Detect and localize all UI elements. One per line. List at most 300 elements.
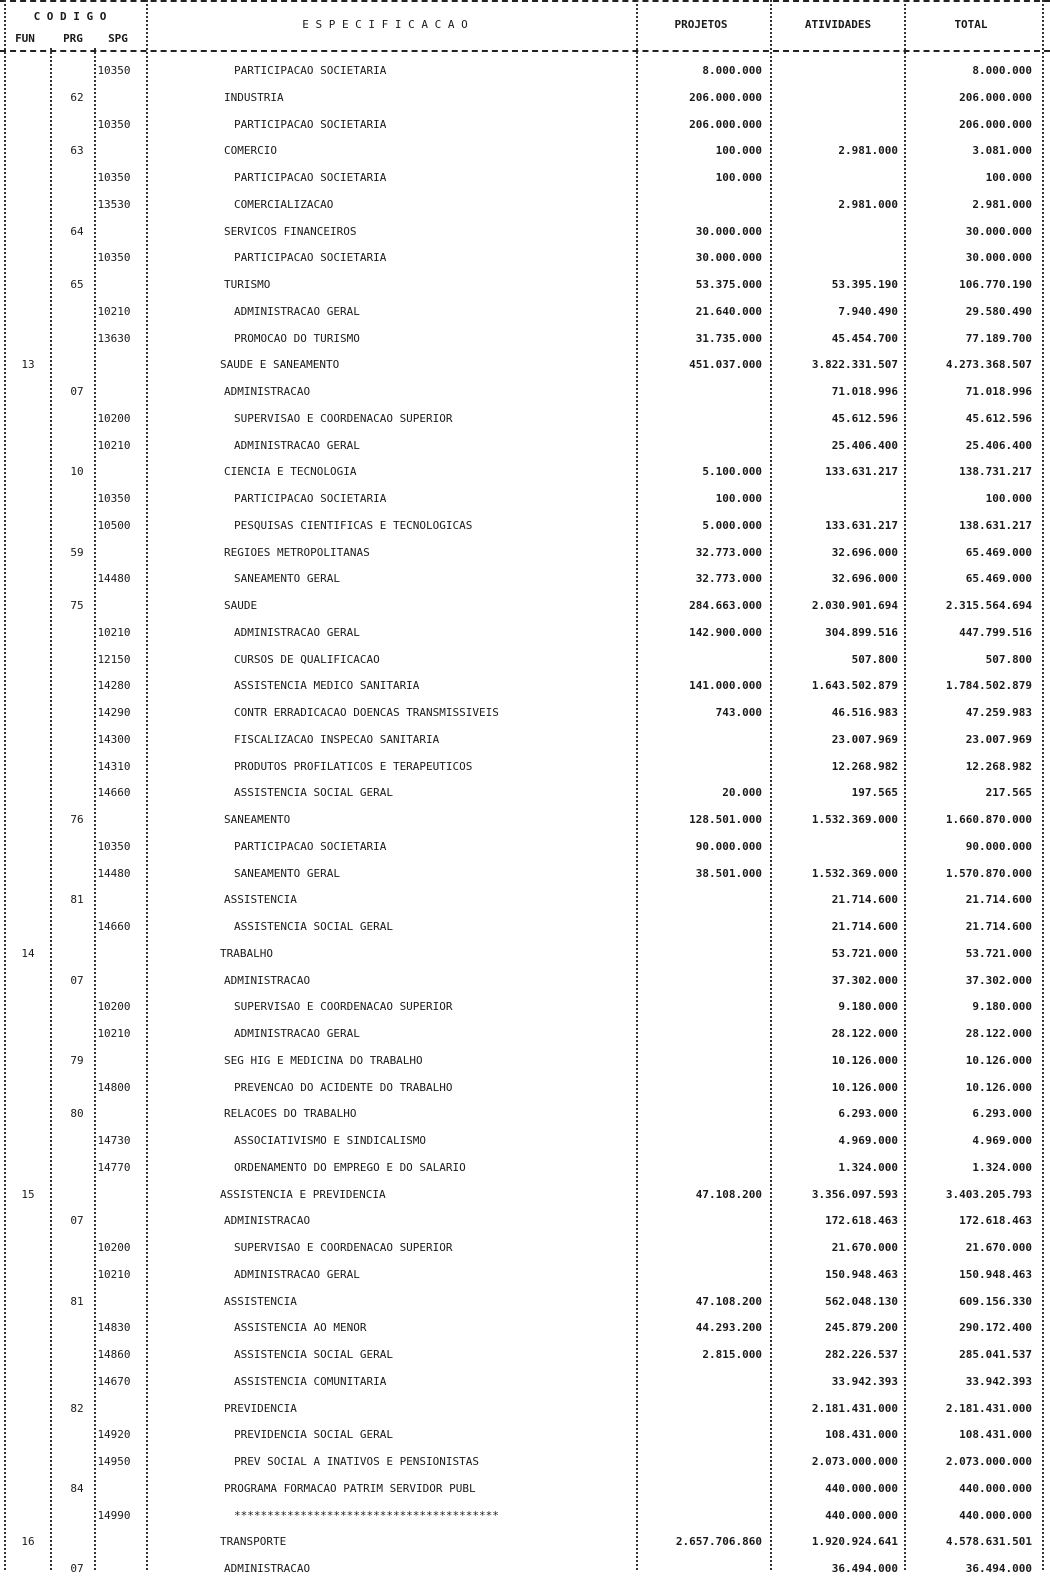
cell-sps: 10200 bbox=[97, 411, 131, 425]
cell-sps: 14310 bbox=[97, 759, 131, 773]
cell-total: 47.259.983 bbox=[965, 706, 1032, 719]
cell-total: 3.403.205.793 bbox=[945, 1187, 1032, 1201]
table-row bbox=[0, 459, 1050, 485]
cell-sps: 10350 bbox=[97, 839, 131, 853]
table-row bbox=[0, 834, 1050, 860]
cell-total: 8.000.000 bbox=[972, 64, 1032, 77]
table-row bbox=[0, 138, 1050, 164]
cell-total: 77.189.700 bbox=[965, 331, 1032, 345]
cell-especificacao: PARTICIPACAO SOCIETARIA bbox=[234, 251, 387, 265]
cell-prg: 07 bbox=[70, 973, 84, 987]
table-row bbox=[0, 1235, 1050, 1261]
table-row bbox=[0, 1529, 1050, 1555]
cell-total: 2.981.000 bbox=[972, 197, 1032, 211]
cell-projetos: 32.773.000 bbox=[695, 572, 762, 586]
cell-especificacao: ASSISTENCIA MEDICO SANITARIA bbox=[234, 679, 420, 693]
cell-especificacao: CONTR ERRADICACAO DOENCAS TRANSMISSIVEIS bbox=[234, 706, 499, 719]
cell-especificacao: PARTICIPACAO SOCIETARIA bbox=[234, 839, 387, 853]
cell-especificacao: SANEAMENTO bbox=[224, 813, 291, 826]
cell-prg: 10 bbox=[70, 465, 84, 479]
table-row bbox=[0, 1422, 1050, 1448]
cell-projetos: 100.000 bbox=[715, 492, 762, 505]
cell-atividades: 2.981.000 bbox=[838, 144, 898, 158]
cell-total: 609.156.330 bbox=[959, 1294, 1032, 1308]
cell-prg: 59 bbox=[70, 545, 84, 559]
table-row bbox=[0, 1449, 1050, 1475]
cell-total: 2.181.431.000 bbox=[945, 1401, 1032, 1415]
cell-sps: 14860 bbox=[97, 1348, 131, 1361]
cell-especificacao: COMERCIO bbox=[224, 144, 277, 158]
cell-total: 100.000 bbox=[985, 492, 1032, 505]
table-row bbox=[0, 112, 1050, 138]
table-row bbox=[0, 513, 1050, 539]
cell-atividades: 36.494.000 bbox=[831, 1562, 898, 1575]
cell-sps: 10350 bbox=[97, 492, 131, 505]
cell-especificacao: PESQUISAS CIENTIFICAS E TECNOLOGICAS bbox=[234, 518, 473, 532]
cell-total: 4.273.368.507 bbox=[945, 358, 1032, 372]
cell-total: 45.612.596 bbox=[965, 411, 1032, 425]
cell-atividades: 33.942.393 bbox=[831, 1374, 898, 1388]
table-row bbox=[0, 85, 1050, 111]
cell-especificacao: ADMINISTRACAO bbox=[224, 973, 311, 987]
cell-projetos: 30.000.000 bbox=[695, 224, 762, 238]
cell-especificacao: PREVIDENCIA bbox=[224, 1401, 297, 1415]
cell-sps: 14920 bbox=[97, 1428, 131, 1442]
cell-atividades: 32.696.000 bbox=[831, 572, 898, 586]
cell-projetos: 8.000.000 bbox=[702, 64, 762, 77]
cell-atividades: 2.981.000 bbox=[838, 197, 898, 211]
cell-especificacao: PARTICIPACAO SOCIETARIA bbox=[234, 492, 387, 505]
cell-especificacao: PROMOCAO DO TURISMO bbox=[234, 331, 360, 345]
cell-projetos: 47.108.200 bbox=[695, 1294, 762, 1308]
cell-projetos: 44.293.200 bbox=[695, 1321, 762, 1335]
cell-especificacao: FISCALIZACAO INSPECAO SANITARIA bbox=[234, 732, 440, 746]
cell-atividades: 562.048.130 bbox=[825, 1294, 898, 1308]
cell-projetos: 206.000.000 bbox=[689, 90, 762, 104]
cell-atividades: 1.532.369.000 bbox=[811, 866, 898, 880]
table-row bbox=[0, 219, 1050, 245]
cell-especificacao: ASSISTENCIA bbox=[224, 1294, 297, 1308]
cell-atividades: 46.516.983 bbox=[831, 706, 898, 719]
table-row bbox=[0, 754, 1050, 780]
cell-total: 1.784.502.879 bbox=[945, 679, 1032, 693]
table-row bbox=[0, 807, 1050, 833]
cell-total: 206.000.000 bbox=[959, 117, 1032, 131]
cell-sps: 10350 bbox=[97, 251, 131, 265]
cell-total: 1.570.870.000 bbox=[945, 866, 1032, 880]
cell-atividades: 9.180.000 bbox=[838, 1000, 898, 1014]
table-row bbox=[0, 1342, 1050, 1368]
cell-total: 100.000 bbox=[985, 171, 1032, 184]
table-row bbox=[0, 245, 1050, 271]
cell-atividades: 21.714.600 bbox=[831, 893, 898, 907]
cell-total: 4.578.631.501 bbox=[945, 1535, 1032, 1549]
cell-total: 25.406.400 bbox=[965, 438, 1032, 452]
header-total: TOTAL bbox=[954, 18, 988, 31]
cell-atividades: 1.532.369.000 bbox=[811, 813, 898, 826]
cell-atividades: 440.000.000 bbox=[825, 1508, 898, 1522]
cell-atividades: 1.920.924.641 bbox=[811, 1535, 898, 1549]
cell-sps: 10210 bbox=[97, 304, 131, 318]
cell-atividades: 12.268.982 bbox=[831, 759, 898, 773]
cell-atividades: 507.800 bbox=[851, 652, 898, 666]
cell-especificacao: ADMINISTRACAO GERAL bbox=[234, 1027, 360, 1040]
cell-atividades: 133.631.217 bbox=[825, 518, 898, 532]
cell-projetos: 30.000.000 bbox=[695, 251, 762, 265]
cell-total: 2.073.000.000 bbox=[945, 1455, 1032, 1468]
cell-total: 65.469.000 bbox=[965, 572, 1032, 586]
cell-projetos: 142.900.000 bbox=[689, 625, 762, 639]
cell-especificacao: PREVENCAO DO ACIDENTE DO TRABALHO bbox=[234, 1080, 453, 1094]
cell-sps: 14300 bbox=[97, 732, 131, 746]
cell-total: 507.800 bbox=[985, 652, 1032, 666]
cell-especificacao: ASSISTENCIA SOCIAL GERAL bbox=[234, 1348, 393, 1361]
table-row bbox=[0, 1289, 1050, 1315]
cell-especificacao: TURISMO bbox=[224, 278, 271, 291]
cell-prg: 81 bbox=[70, 1294, 84, 1308]
cell-projetos: 206.000.000 bbox=[689, 117, 762, 131]
table-row bbox=[0, 620, 1050, 646]
table-row bbox=[0, 1128, 1050, 1154]
cell-atividades: 4.969.000 bbox=[838, 1134, 898, 1147]
cell-especificacao: ADMINISTRACAO GERAL bbox=[234, 304, 360, 318]
cell-especificacao: TRANSPORTE bbox=[220, 1535, 287, 1549]
cell-especificacao: COMERCIALIZACAO bbox=[234, 197, 334, 211]
cell-especificacao: ADMINISTRACAO GERAL bbox=[234, 438, 360, 452]
cell-sps: 13630 bbox=[97, 331, 131, 345]
table-row bbox=[0, 486, 1050, 512]
cell-atividades: 245.879.200 bbox=[825, 1321, 898, 1335]
cell-atividades: 197.565 bbox=[851, 786, 898, 800]
cell-projetos: 284.663.000 bbox=[689, 599, 762, 612]
cell-prg: 81 bbox=[70, 893, 84, 907]
cell-especificacao: ADMINISTRACAO bbox=[224, 385, 311, 398]
cell-projetos: 100.000 bbox=[715, 144, 762, 158]
table-row bbox=[0, 673, 1050, 699]
cell-especificacao: SANEAMENTO GERAL bbox=[234, 572, 340, 586]
cell-sps: 10350 bbox=[97, 117, 131, 131]
cell-total: 21.714.600 bbox=[965, 920, 1032, 933]
cell-atividades: 150.948.463 bbox=[825, 1267, 898, 1281]
cell-sps: 10350 bbox=[97, 64, 131, 77]
cell-prg: 80 bbox=[70, 1107, 84, 1121]
cell-projetos: 100.000 bbox=[715, 171, 762, 184]
cell-especificacao: ASSOCIATIVISMO E SINDICALISMO bbox=[234, 1134, 427, 1147]
cell-sps: 10210 bbox=[97, 438, 131, 452]
cell-total: 9.180.000 bbox=[972, 1000, 1032, 1014]
cell-projetos: 451.037.000 bbox=[689, 358, 762, 372]
cell-total: 3.081.000 bbox=[972, 144, 1032, 158]
table-row bbox=[0, 1503, 1050, 1529]
cell-especificacao: **************************************** bbox=[234, 1508, 499, 1522]
cell-atividades: 21.714.600 bbox=[831, 920, 898, 933]
cell-projetos: 32.773.000 bbox=[695, 545, 762, 559]
cell-atividades: 71.018.996 bbox=[831, 385, 898, 398]
cell-especificacao: ASSISTENCIA AO MENOR bbox=[234, 1321, 367, 1335]
header-prg: PRG bbox=[63, 32, 83, 45]
cell-sps: 14950 bbox=[97, 1455, 131, 1468]
cell-atividades: 53.721.000 bbox=[831, 946, 898, 960]
cell-especificacao: ASSISTENCIA SOCIAL GERAL bbox=[234, 786, 393, 800]
cell-total: 217.565 bbox=[985, 786, 1032, 800]
cell-fun: 14 bbox=[21, 946, 35, 960]
cell-especificacao: SAUDE bbox=[224, 599, 258, 612]
cell-sps: 14660 bbox=[97, 920, 131, 933]
cell-total: 440.000.000 bbox=[959, 1481, 1032, 1495]
cell-sps: 10210 bbox=[97, 625, 131, 639]
cell-atividades: 1.324.000 bbox=[838, 1160, 898, 1174]
header-fun: FUN bbox=[15, 32, 35, 45]
cell-especificacao: ASSISTENCIA SOCIAL GERAL bbox=[234, 920, 393, 933]
cell-total: 4.969.000 bbox=[972, 1134, 1032, 1147]
table-row bbox=[0, 1075, 1050, 1101]
cell-atividades: 304.899.516 bbox=[825, 625, 898, 639]
table-row bbox=[0, 941, 1050, 967]
table-row bbox=[0, 1556, 1050, 1582]
cell-total: 2.315.564.694 bbox=[945, 599, 1032, 612]
cell-total: 36.494.000 bbox=[965, 1562, 1032, 1575]
cell-especificacao: ADMINISTRACAO bbox=[224, 1562, 311, 1575]
cell-sps: 14280 bbox=[97, 679, 131, 693]
header-sps: SPG bbox=[108, 32, 128, 45]
table-row bbox=[0, 326, 1050, 352]
cell-atividades: 53.395.190 bbox=[831, 278, 898, 291]
cell-sps: 14480 bbox=[97, 572, 131, 586]
cell-sps: 10200 bbox=[97, 1241, 131, 1254]
table-row bbox=[0, 540, 1050, 566]
cell-especificacao: ADMINISTRACAO GERAL bbox=[234, 1267, 360, 1281]
cell-atividades: 2.181.431.000 bbox=[811, 1401, 898, 1415]
cell-total: 172.618.463 bbox=[959, 1214, 1032, 1228]
table-header bbox=[0, 0, 1050, 52]
cell-sps: 14290 bbox=[97, 706, 131, 719]
cell-fun: 13 bbox=[21, 358, 35, 372]
cell-total: 10.126.000 bbox=[965, 1080, 1032, 1094]
cell-atividades: 3.822.331.507 bbox=[811, 358, 898, 372]
cell-especificacao: SUPERVISAO E COORDENACAO SUPERIOR bbox=[234, 411, 453, 425]
cell-total: 6.293.000 bbox=[972, 1107, 1032, 1121]
table-row bbox=[0, 165, 1050, 191]
cell-projetos: 47.108.200 bbox=[695, 1187, 762, 1201]
cell-especificacao: PRODUTOS PROFILATICOS E TERAPEUTICOS bbox=[234, 759, 473, 773]
cell-sps: 10210 bbox=[97, 1267, 131, 1281]
cell-atividades: 28.122.000 bbox=[831, 1027, 898, 1040]
cell-especificacao: SEG HIG E MEDICINA DO TRABALHO bbox=[224, 1053, 423, 1067]
table-row bbox=[0, 299, 1050, 325]
cell-prg: 65 bbox=[70, 278, 84, 291]
table-row bbox=[0, 1476, 1050, 1502]
cell-especificacao: SERVICOS FINANCEIROS bbox=[224, 224, 357, 238]
cell-total: 29.580.490 bbox=[965, 304, 1032, 318]
cell-atividades: 6.293.000 bbox=[838, 1107, 898, 1121]
table-row bbox=[0, 1155, 1050, 1181]
cell-atividades: 440.000.000 bbox=[825, 1481, 898, 1495]
cell-especificacao: PREVIDENCIA SOCIAL GERAL bbox=[234, 1428, 393, 1442]
cell-projetos: 53.375.000 bbox=[695, 278, 762, 291]
cell-projetos: 2.815.000 bbox=[702, 1348, 762, 1361]
cell-projetos: 2.657.706.860 bbox=[675, 1535, 762, 1549]
cell-prg: 07 bbox=[70, 385, 84, 398]
table-row bbox=[0, 352, 1050, 378]
cell-especificacao: PARTICIPACAO SOCIETARIA bbox=[234, 64, 387, 77]
table-row bbox=[0, 406, 1050, 432]
cell-total: 65.469.000 bbox=[965, 545, 1032, 559]
cell-atividades: 10.126.000 bbox=[831, 1080, 898, 1094]
cell-especificacao: RELACOES DO TRABALHO bbox=[224, 1107, 357, 1121]
cell-total: 21.714.600 bbox=[965, 893, 1032, 907]
cell-especificacao: PARTICIPACAO SOCIETARIA bbox=[234, 171, 387, 184]
cell-total: 21.670.000 bbox=[965, 1241, 1032, 1254]
cell-total: 290.172.400 bbox=[959, 1321, 1032, 1335]
cell-sps: 14660 bbox=[97, 786, 131, 800]
cell-atividades: 32.696.000 bbox=[831, 545, 898, 559]
cell-prg: 84 bbox=[70, 1481, 84, 1495]
cell-especificacao: REGIOES METROPOLITANAS bbox=[224, 545, 370, 559]
cell-total: 447.799.516 bbox=[959, 625, 1032, 639]
cell-prg: 63 bbox=[70, 144, 84, 158]
cell-total: 150.948.463 bbox=[959, 1267, 1032, 1281]
table-row bbox=[0, 1182, 1050, 1208]
cell-especificacao: PREV SOCIAL A INATIVOS E PENSIONISTAS bbox=[234, 1455, 480, 1468]
cell-atividades: 172.618.463 bbox=[825, 1214, 898, 1228]
cell-total: 1.324.000 bbox=[972, 1160, 1032, 1174]
cell-atividades: 108.431.000 bbox=[825, 1428, 898, 1442]
header-projetos: PROJETOS bbox=[674, 18, 728, 31]
cell-projetos: 5.000.000 bbox=[702, 518, 762, 532]
cell-prg: 62 bbox=[70, 90, 84, 104]
table-row bbox=[0, 914, 1050, 940]
cell-sps: 14800 bbox=[97, 1080, 131, 1094]
cell-total: 138.731.217 bbox=[959, 465, 1032, 479]
cell-atividades: 7.940.490 bbox=[838, 304, 898, 318]
cell-atividades: 3.356.097.593 bbox=[811, 1187, 898, 1201]
cell-sps: 14990 bbox=[97, 1508, 131, 1522]
cell-especificacao: SANEAMENTO GERAL bbox=[234, 866, 340, 880]
cell-especificacao: CURSOS DE QUALIFICACAO bbox=[234, 652, 380, 666]
cell-total: 138.631.217 bbox=[959, 518, 1032, 532]
cell-especificacao: SUPERVISAO E COORDENACAO SUPERIOR bbox=[234, 1241, 453, 1254]
cell-total: 10.126.000 bbox=[965, 1053, 1032, 1067]
cell-sps: 10200 bbox=[97, 1000, 131, 1014]
cell-fun: 15 bbox=[21, 1187, 35, 1201]
cell-total: 106.770.190 bbox=[959, 278, 1032, 291]
cell-fun: 16 bbox=[21, 1535, 35, 1549]
table-row bbox=[0, 700, 1050, 726]
cell-total: 206.000.000 bbox=[959, 90, 1032, 104]
cell-total: 71.018.996 bbox=[965, 385, 1032, 398]
table-row bbox=[0, 58, 1050, 84]
cell-especificacao: ADMINISTRACAO bbox=[224, 1214, 311, 1228]
cell-total: 285.041.537 bbox=[959, 1348, 1032, 1361]
cell-atividades: 45.454.700 bbox=[831, 331, 898, 345]
cell-prg: 07 bbox=[70, 1214, 84, 1228]
table-row bbox=[0, 887, 1050, 913]
cell-especificacao: SAUDE E SANEAMENTO bbox=[220, 358, 340, 372]
cell-total: 90.000.000 bbox=[965, 839, 1032, 853]
cell-atividades: 133.631.217 bbox=[825, 465, 898, 479]
cell-especificacao: ADMINISTRACAO GERAL bbox=[234, 625, 360, 639]
cell-atividades: 25.406.400 bbox=[831, 438, 898, 452]
cell-total: 12.268.982 bbox=[965, 759, 1032, 773]
header-atividades: ATIVIDADES bbox=[804, 18, 872, 31]
cell-especificacao: PARTICIPACAO SOCIETARIA bbox=[234, 117, 387, 131]
cell-prg: 82 bbox=[70, 1401, 84, 1415]
table-row bbox=[0, 272, 1050, 298]
cell-especificacao: ASSISTENCIA COMUNITARIA bbox=[234, 1374, 387, 1388]
cell-sps: 14830 bbox=[97, 1321, 131, 1335]
table-row bbox=[0, 1048, 1050, 1074]
cell-total: 28.122.000 bbox=[965, 1027, 1032, 1040]
cell-atividades: 45.612.596 bbox=[831, 411, 898, 425]
table-row bbox=[0, 1396, 1050, 1422]
cell-especificacao: ASSISTENCIA E PREVIDENCIA bbox=[220, 1187, 386, 1201]
cell-especificacao: CIENCIA E TECNOLOGIA bbox=[224, 465, 357, 479]
cell-total: 30.000.000 bbox=[965, 224, 1032, 238]
cell-sps: 14770 bbox=[97, 1160, 131, 1174]
cell-projetos: 743.000 bbox=[715, 706, 762, 719]
cell-sps: 13530 bbox=[97, 197, 131, 211]
cell-projetos: 20.000 bbox=[722, 786, 762, 800]
cell-projetos: 21.640.000 bbox=[695, 304, 762, 318]
cell-total: 1.660.870.000 bbox=[945, 813, 1032, 826]
cell-prg: 76 bbox=[70, 813, 84, 826]
cell-atividades: 282.226.537 bbox=[825, 1348, 898, 1361]
table-row bbox=[0, 994, 1050, 1020]
cell-projetos: 31.735.000 bbox=[695, 331, 762, 345]
cell-atividades: 23.007.969 bbox=[831, 732, 898, 746]
table-row bbox=[0, 1208, 1050, 1234]
cell-especificacao: INDUSTRIA bbox=[224, 90, 284, 104]
table-row bbox=[0, 192, 1050, 218]
cell-total: 33.942.393 bbox=[965, 1374, 1032, 1388]
cell-projetos: 5.100.000 bbox=[702, 465, 762, 479]
cell-total: 108.431.000 bbox=[959, 1428, 1032, 1442]
cell-especificacao: TRABALHO bbox=[220, 946, 273, 960]
cell-projetos: 128.501.000 bbox=[689, 813, 762, 826]
table-row bbox=[0, 1315, 1050, 1341]
cell-atividades: 10.126.000 bbox=[831, 1053, 898, 1067]
cell-total: 30.000.000 bbox=[965, 251, 1032, 265]
cell-total: 23.007.969 bbox=[965, 732, 1032, 746]
cell-projetos: 141.000.000 bbox=[689, 679, 762, 693]
table-row bbox=[0, 861, 1050, 887]
cell-prg: 07 bbox=[70, 1562, 84, 1575]
cell-atividades: 2.073.000.000 bbox=[811, 1455, 898, 1468]
table-row bbox=[0, 727, 1050, 753]
table-row bbox=[0, 1262, 1050, 1288]
table-row bbox=[0, 968, 1050, 994]
cell-prg: 64 bbox=[70, 224, 84, 238]
cell-atividades: 1.643.502.879 bbox=[811, 679, 898, 693]
cell-atividades: 2.030.901.694 bbox=[811, 599, 898, 612]
table-row bbox=[0, 566, 1050, 592]
cell-sps: 14480 bbox=[97, 866, 131, 880]
cell-projetos: 90.000.000 bbox=[695, 839, 762, 853]
cell-sps: 14670 bbox=[97, 1374, 131, 1388]
cell-sps: 10500 bbox=[97, 518, 131, 532]
table-row bbox=[0, 433, 1050, 459]
table-row bbox=[0, 1021, 1050, 1047]
cell-especificacao: PROGRAMA FORMACAO PATRIM SERVIDOR PUBL bbox=[224, 1481, 476, 1495]
cell-atividades: 21.670.000 bbox=[831, 1241, 898, 1254]
header-codigo: C O D I G O bbox=[33, 10, 107, 23]
cell-sps: 10210 bbox=[97, 1027, 131, 1040]
table-row bbox=[0, 1369, 1050, 1395]
cell-atividades: 37.302.000 bbox=[831, 973, 898, 987]
table-row bbox=[0, 379, 1050, 405]
cell-sps: 12150 bbox=[97, 652, 131, 666]
cell-especificacao: ASSISTENCIA bbox=[224, 893, 297, 907]
